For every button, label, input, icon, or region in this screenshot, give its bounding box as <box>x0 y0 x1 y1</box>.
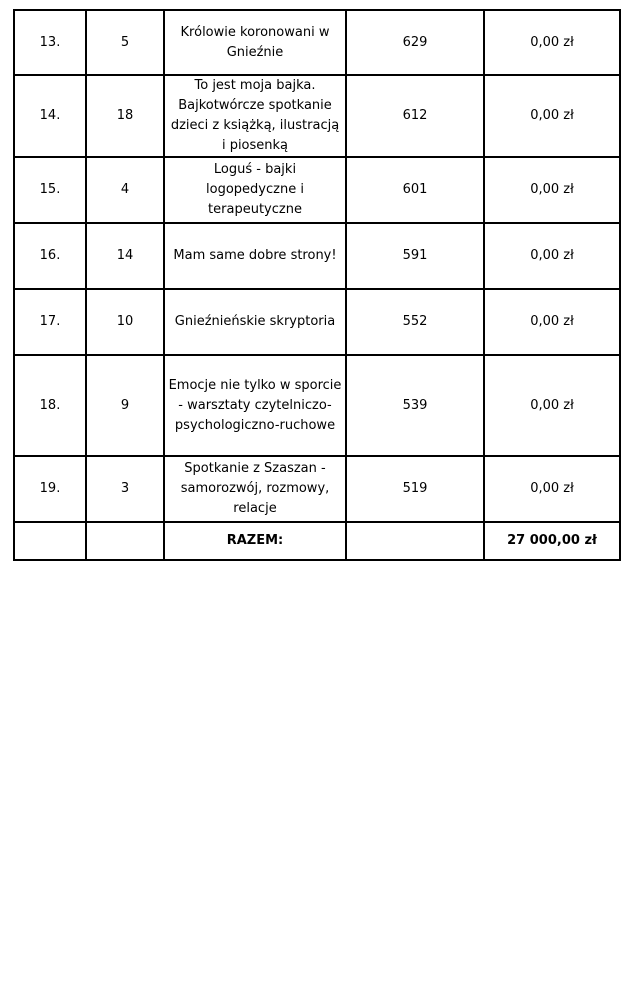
project-title-cell: Królowie koronowani w Gnieźnie <box>164 10 346 75</box>
empty-cell <box>86 522 164 560</box>
points-cell: 519 <box>346 456 484 522</box>
amount-cell: 0,00 zł <box>484 157 620 223</box>
application-number-cell: 14 <box>86 223 164 289</box>
table-row <box>14 75 620 157</box>
project-title-cell: Emocje nie tylko w sporcie - warsztaty czytelniczo-psychologiczno-ruchowe <box>164 355 346 456</box>
amount-cell: 0,00 zł <box>484 223 620 289</box>
application-number-cell: 9 <box>86 355 164 456</box>
points-cell: 591 <box>346 223 484 289</box>
row-number-cell: 19. <box>14 456 86 522</box>
points-cell: 629 <box>346 10 484 75</box>
row-number-cell: 15. <box>14 157 86 223</box>
application-number-cell: 4 <box>86 157 164 223</box>
project-title-cell: Spotkanie z Szaszan - samorozwój, rozmowy, relacje <box>164 456 346 522</box>
row-number-cell: 13. <box>14 10 86 75</box>
total-amount: 27 000,00 zł <box>484 522 620 560</box>
table-row <box>14 157 620 223</box>
empty-cell <box>346 522 484 560</box>
total-label: RAZEM: <box>164 522 346 560</box>
points-cell: 612 <box>346 75 484 157</box>
table-row <box>14 10 620 75</box>
application-number-cell: 3 <box>86 456 164 522</box>
points-cell: 552 <box>346 289 484 355</box>
application-number-cell: 18 <box>86 75 164 157</box>
points-cell: 539 <box>346 355 484 456</box>
table-row <box>14 223 620 289</box>
amount-cell: 0,00 zł <box>484 75 620 157</box>
project-title-cell: Loguś - bajki logopedyczne i terapeutyczne <box>164 157 346 223</box>
project-title-cell: Mam same dobre strony! <box>164 223 346 289</box>
row-number-cell: 17. <box>14 289 86 355</box>
project-title-cell: Gnieźnieńskie skryptoria <box>164 289 346 355</box>
empty-cell <box>14 522 86 560</box>
application-number-cell: 5 <box>86 10 164 75</box>
row-number-cell: 16. <box>14 223 86 289</box>
table-row <box>14 456 620 522</box>
table-row <box>14 355 620 456</box>
amount-cell: 0,00 zł <box>484 289 620 355</box>
total-row <box>14 522 620 560</box>
amount-cell: 0,00 zł <box>484 456 620 522</box>
application-number-cell: 10 <box>86 289 164 355</box>
project-title-cell: To jest moja bajka. Bajkotwórcze spotkanie dzieci z książką, ilustracją i piosenką <box>164 75 346 157</box>
amount-cell: 0,00 zł <box>484 10 620 75</box>
row-number-cell: 18. <box>14 355 86 456</box>
amount-cell: 0,00 zł <box>484 355 620 456</box>
results-table <box>13 9 621 561</box>
row-number-cell: 14. <box>14 75 86 157</box>
points-cell: 601 <box>346 157 484 223</box>
table-row <box>14 289 620 355</box>
